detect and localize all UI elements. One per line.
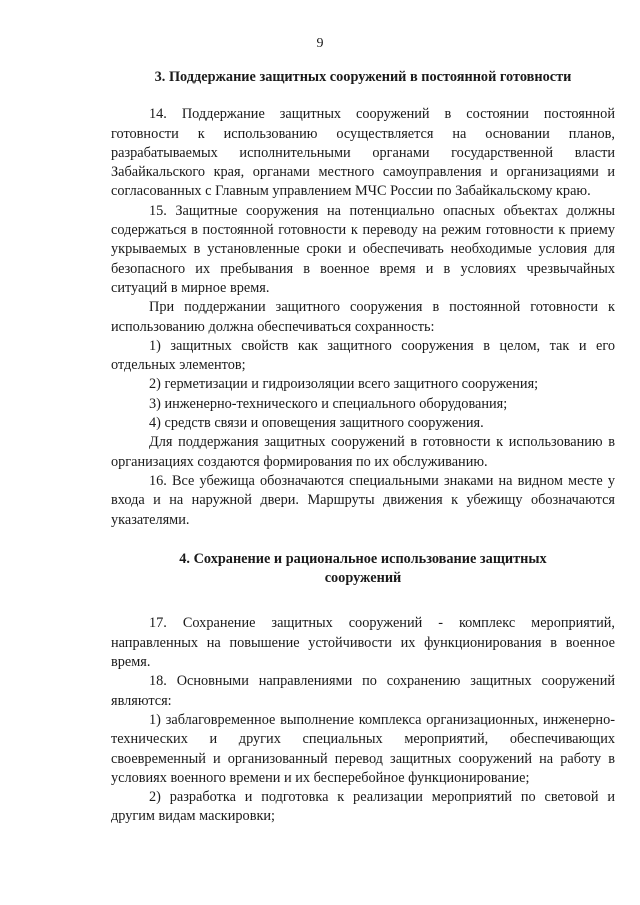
paragraph-preservation-intro: При поддержании защитного сооружения в постоянной готовности к использованию должна обеспечиваться сохранность: [111,299,615,335]
section-4-heading-line2: сооружений [324,570,402,587]
paragraph-16: 16. Все убежища обозначаются специальными знаками на видном месте у входа и на наружной двери. Маршруты движения к убежищу обозначаются указателями. [111,472,615,528]
list-item-18-2: 2) разработка и подготовка к реализации мероприятий по световой и другим видам маскировки; [111,789,615,825]
page-number: 9 [316,36,324,51]
list-item-18-1: 1) заблаговременное выполнение комплекса организационных, инженерно-технических и других специальных мероприятий, обеспечивающих своевременный и организованный перевод защитных сооружений на работу в условиях военного времени и их бесперебойное функционирование; [111,711,615,786]
list-item-1: 1) защитных свойств как защитного сооружения в целом, так и его отдельных элементов; [111,337,615,374]
section-4-heading-line1: 4. Сохранение и рациональное использование защитных [179,550,547,567]
paragraph-14: 14. Поддержание защитных сооружений в состоянии постоянной готовности к использованию осуществляется на основании планов, разрабатываемых исполнительными органами государственной власти Забайкальского края, органами местного самоуправления и организациями и согласованных с Главным управлением МЧС России по Забайкальскому краю. [111,106,615,200]
paragraph-18: 18. Основными направлениями по сохранению защитных сооружений являются: [111,673,615,709]
section-3-heading: 3. Поддержание защитных сооружений в постоянной готовности [154,69,572,85]
page-content [111,68,615,827]
paragraph-17: 17. Сохранение защитных сооружений - комплекс мероприятий, направленных на повышение устойчивости их функционирования в военное время. [111,615,615,671]
paragraph-formations: Для поддержания защитных сооружений в готовности к использованию в организациях создаются формирования по их обслуживанию. [111,434,615,470]
list-item-3: 3) инженерно-технического и специального оборудования; [149,395,508,412]
list-item-4: 4) средств связи и оповещения защитного сооружения. [149,415,484,432]
list-item-2: 2) герметизации и гидроизоляции всего защитного сооружения; [149,376,539,393]
paragraph-15: 15. Защитные сооружения на потенциально опасных объектах должны содержаться в постоянной готовности к переводу на режим готовности к приему укрываемых в установленные сроки и обеспечивать необходимые условия для безопасного их пребывания в военное время и в условиях чрезвычайных ситуаций в мирное время. [111,202,615,296]
